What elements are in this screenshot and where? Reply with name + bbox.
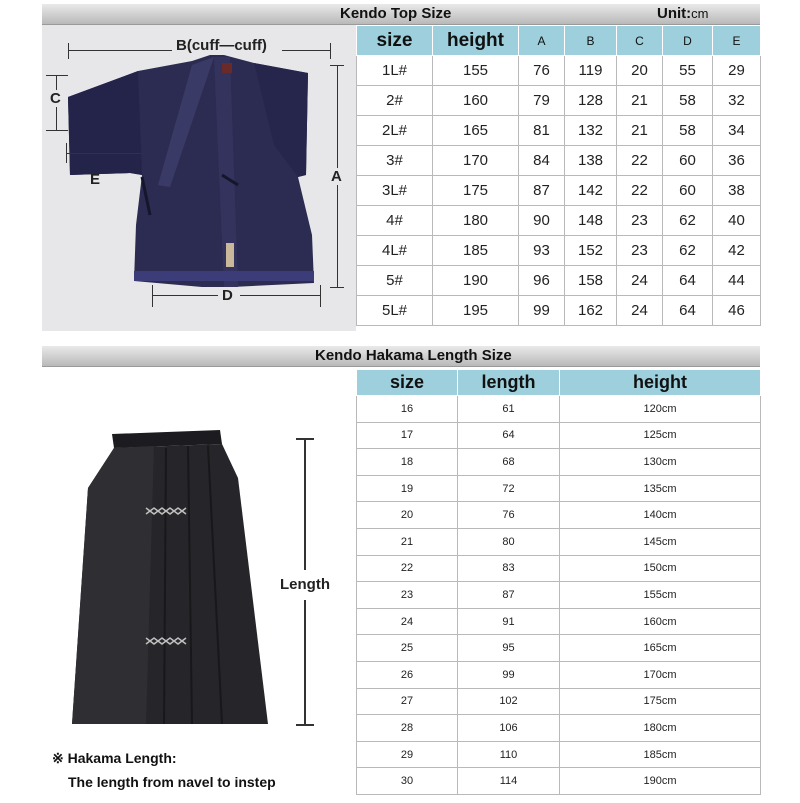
table-row bbox=[357, 396, 761, 423]
header-e: E bbox=[713, 26, 761, 56]
cell-c: 23 bbox=[617, 236, 663, 266]
cell-size: 3L# bbox=[357, 176, 433, 206]
cell-height: 185cm bbox=[560, 741, 761, 768]
cell-b: 119 bbox=[565, 56, 617, 86]
cell-height: 155 bbox=[433, 56, 519, 86]
cell-height: 160cm bbox=[560, 608, 761, 635]
dim-b-left-tick bbox=[68, 43, 69, 59]
cell-size: 22 bbox=[357, 555, 458, 582]
table-row bbox=[357, 449, 761, 476]
cell-height: 170 bbox=[433, 146, 519, 176]
dim-d-line-left bbox=[152, 295, 218, 296]
cell-height: 145cm bbox=[560, 528, 761, 555]
dim-a-bottom-tick bbox=[330, 287, 344, 288]
cell-c: 21 bbox=[617, 86, 663, 116]
cell-size: 1L# bbox=[357, 56, 433, 86]
hakama-size-title: Kendo Hakama Length Size bbox=[315, 347, 512, 364]
cell-e: 36 bbox=[713, 146, 761, 176]
header-size: size bbox=[357, 26, 433, 56]
dim-b-label: B(cuff—cuff) bbox=[176, 37, 267, 54]
dim-d-left-tick bbox=[152, 285, 153, 307]
cell-length: 110 bbox=[458, 741, 560, 768]
table-row bbox=[357, 502, 761, 529]
cell-size: 25 bbox=[357, 635, 458, 662]
header-d: D bbox=[663, 26, 713, 56]
cell-a: 90 bbox=[519, 206, 565, 236]
cell-length: 83 bbox=[458, 555, 560, 582]
cell-e: 32 bbox=[713, 86, 761, 116]
cell-height: 140cm bbox=[560, 502, 761, 529]
cell-e: 46 bbox=[713, 296, 761, 326]
cell-height: 175 bbox=[433, 176, 519, 206]
cell-height: 160 bbox=[433, 86, 519, 116]
cell-c: 23 bbox=[617, 206, 663, 236]
table-row bbox=[357, 741, 761, 768]
length-label: Length bbox=[280, 576, 330, 593]
cell-d: 58 bbox=[663, 86, 713, 116]
cell-a: 96 bbox=[519, 266, 565, 296]
cell-size: 4L# bbox=[357, 236, 433, 266]
dim-d-line-right bbox=[240, 295, 320, 296]
cell-c: 24 bbox=[617, 296, 663, 326]
cell-d: 55 bbox=[663, 56, 713, 86]
header-height: height bbox=[433, 26, 519, 56]
dim-e-line bbox=[66, 153, 142, 154]
header-length: length bbox=[458, 370, 560, 396]
cell-length: 68 bbox=[458, 449, 560, 476]
table-row bbox=[357, 176, 761, 206]
hakama-note-text: The length from navel to instep bbox=[68, 774, 276, 790]
cell-length: 61 bbox=[458, 396, 560, 423]
cell-height: 180cm bbox=[560, 715, 761, 742]
cell-d: 64 bbox=[663, 266, 713, 296]
cell-b: 158 bbox=[565, 266, 617, 296]
dim-c-label: C bbox=[50, 90, 61, 107]
cell-e: 34 bbox=[713, 116, 761, 146]
cell-height: 170cm bbox=[560, 661, 761, 688]
cell-length: 76 bbox=[458, 502, 560, 529]
cell-size: 17 bbox=[357, 422, 458, 449]
cell-height: 120cm bbox=[560, 396, 761, 423]
table-row bbox=[357, 206, 761, 236]
table-row bbox=[357, 146, 761, 176]
cell-b: 142 bbox=[565, 176, 617, 206]
length-line-bottom bbox=[304, 600, 306, 724]
dim-b-line-left bbox=[68, 50, 172, 51]
table-row bbox=[357, 582, 761, 609]
cell-size: 2L# bbox=[357, 116, 433, 146]
table-row bbox=[357, 236, 761, 266]
table-row bbox=[357, 768, 761, 795]
top-table-header bbox=[357, 26, 761, 56]
cell-size: 27 bbox=[357, 688, 458, 715]
cell-a: 79 bbox=[519, 86, 565, 116]
cell-a: 87 bbox=[519, 176, 565, 206]
header-b: B bbox=[565, 26, 617, 56]
cell-size: 3# bbox=[357, 146, 433, 176]
cell-b: 152 bbox=[565, 236, 617, 266]
cell-size: 23 bbox=[357, 582, 458, 609]
cell-height: 165cm bbox=[560, 635, 761, 662]
cell-a: 99 bbox=[519, 296, 565, 326]
cell-size: 30 bbox=[357, 768, 458, 795]
cell-length: 114 bbox=[458, 768, 560, 795]
cell-size: 29 bbox=[357, 741, 458, 768]
table-row bbox=[357, 715, 761, 742]
cell-d: 62 bbox=[663, 206, 713, 236]
unit-label: Unit:cm bbox=[657, 5, 709, 22]
header-c: C bbox=[617, 26, 663, 56]
top-size-title-bar bbox=[42, 4, 760, 25]
cell-d: 58 bbox=[663, 116, 713, 146]
cell-e: 40 bbox=[713, 206, 761, 236]
cell-d: 60 bbox=[663, 146, 713, 176]
cell-a: 93 bbox=[519, 236, 565, 266]
cell-length: 95 bbox=[458, 635, 560, 662]
table-row bbox=[357, 56, 761, 86]
length-line-top bbox=[304, 438, 306, 570]
cell-b: 128 bbox=[565, 86, 617, 116]
cell-height: 195 bbox=[433, 296, 519, 326]
cell-a: 81 bbox=[519, 116, 565, 146]
cell-e: 38 bbox=[713, 176, 761, 206]
cell-size: 18 bbox=[357, 449, 458, 476]
dim-a-label: A bbox=[331, 168, 342, 185]
cell-size: 21 bbox=[357, 528, 458, 555]
cell-size: 16 bbox=[357, 396, 458, 423]
dim-e-label: E bbox=[90, 171, 101, 188]
table-row bbox=[357, 422, 761, 449]
cell-a: 84 bbox=[519, 146, 565, 176]
hakama-table-header bbox=[357, 370, 761, 396]
kendo-top-diagram bbox=[42, 25, 356, 331]
cell-d: 60 bbox=[663, 176, 713, 206]
dim-d-right-tick bbox=[320, 285, 321, 307]
cell-height: 135cm bbox=[560, 475, 761, 502]
dim-d-label: D bbox=[222, 287, 233, 304]
cell-size: 26 bbox=[357, 661, 458, 688]
table-row bbox=[357, 528, 761, 555]
cell-d: 62 bbox=[663, 236, 713, 266]
cell-b: 132 bbox=[565, 116, 617, 146]
cell-length: 87 bbox=[458, 582, 560, 609]
cell-b: 138 bbox=[565, 146, 617, 176]
cell-e: 29 bbox=[713, 56, 761, 86]
hakama-size-table bbox=[356, 369, 761, 795]
cell-height: 175cm bbox=[560, 688, 761, 715]
cell-e: 42 bbox=[713, 236, 761, 266]
cell-length: 102 bbox=[458, 688, 560, 715]
header-size: size bbox=[357, 370, 458, 396]
cell-height: 125cm bbox=[560, 422, 761, 449]
cell-c: 22 bbox=[617, 176, 663, 206]
cell-size: 5L# bbox=[357, 296, 433, 326]
cell-size: 28 bbox=[357, 715, 458, 742]
table-row bbox=[357, 661, 761, 688]
dim-c-bottom-tick bbox=[46, 130, 68, 131]
hakama-size-title-bar bbox=[42, 346, 760, 367]
cell-c: 22 bbox=[617, 146, 663, 176]
kendo-top-size-table bbox=[356, 25, 761, 326]
cell-size: 4# bbox=[357, 206, 433, 236]
table-row bbox=[357, 86, 761, 116]
cell-height: 155cm bbox=[560, 582, 761, 609]
cell-length: 106 bbox=[458, 715, 560, 742]
cell-c: 20 bbox=[617, 56, 663, 86]
cell-size: 19 bbox=[357, 475, 458, 502]
unit-value: cm bbox=[691, 6, 709, 21]
cell-height: 165 bbox=[433, 116, 519, 146]
dim-b-line-right bbox=[282, 50, 330, 51]
cell-size: 20 bbox=[357, 502, 458, 529]
table-row bbox=[357, 608, 761, 635]
table-row bbox=[357, 635, 761, 662]
table-row bbox=[357, 116, 761, 146]
dim-b-right-tick bbox=[330, 43, 331, 59]
cell-height: 150cm bbox=[560, 555, 761, 582]
cell-b: 162 bbox=[565, 296, 617, 326]
cell-height: 130cm bbox=[560, 449, 761, 476]
cell-size: 2# bbox=[357, 86, 433, 116]
cell-d: 64 bbox=[663, 296, 713, 326]
cell-size: 24 bbox=[357, 608, 458, 635]
table-row bbox=[357, 688, 761, 715]
table-row bbox=[357, 475, 761, 502]
length-bottom-tick bbox=[296, 724, 314, 726]
dim-c-top-tick bbox=[46, 75, 68, 76]
cell-b: 148 bbox=[565, 206, 617, 236]
cell-a: 76 bbox=[519, 56, 565, 86]
cell-height: 180 bbox=[433, 206, 519, 236]
cell-c: 21 bbox=[617, 116, 663, 146]
cell-height: 190 bbox=[433, 266, 519, 296]
cell-length: 80 bbox=[458, 528, 560, 555]
hakama-diagram bbox=[42, 368, 356, 798]
cell-height: 185 bbox=[433, 236, 519, 266]
cell-c: 24 bbox=[617, 266, 663, 296]
top-size-title: Kendo Top Size bbox=[340, 5, 452, 22]
cell-e: 44 bbox=[713, 266, 761, 296]
table-row bbox=[357, 266, 761, 296]
cell-size: 5# bbox=[357, 266, 433, 296]
hakama-note-title: ※ Hakama Length: bbox=[52, 750, 177, 766]
cell-length: 99 bbox=[458, 661, 560, 688]
header-height: height bbox=[560, 370, 761, 396]
cell-length: 64 bbox=[458, 422, 560, 449]
table-row bbox=[357, 296, 761, 326]
table-row bbox=[357, 555, 761, 582]
cell-length: 91 bbox=[458, 608, 560, 635]
header-a: A bbox=[519, 26, 565, 56]
cell-length: 72 bbox=[458, 475, 560, 502]
cell-height: 190cm bbox=[560, 768, 761, 795]
